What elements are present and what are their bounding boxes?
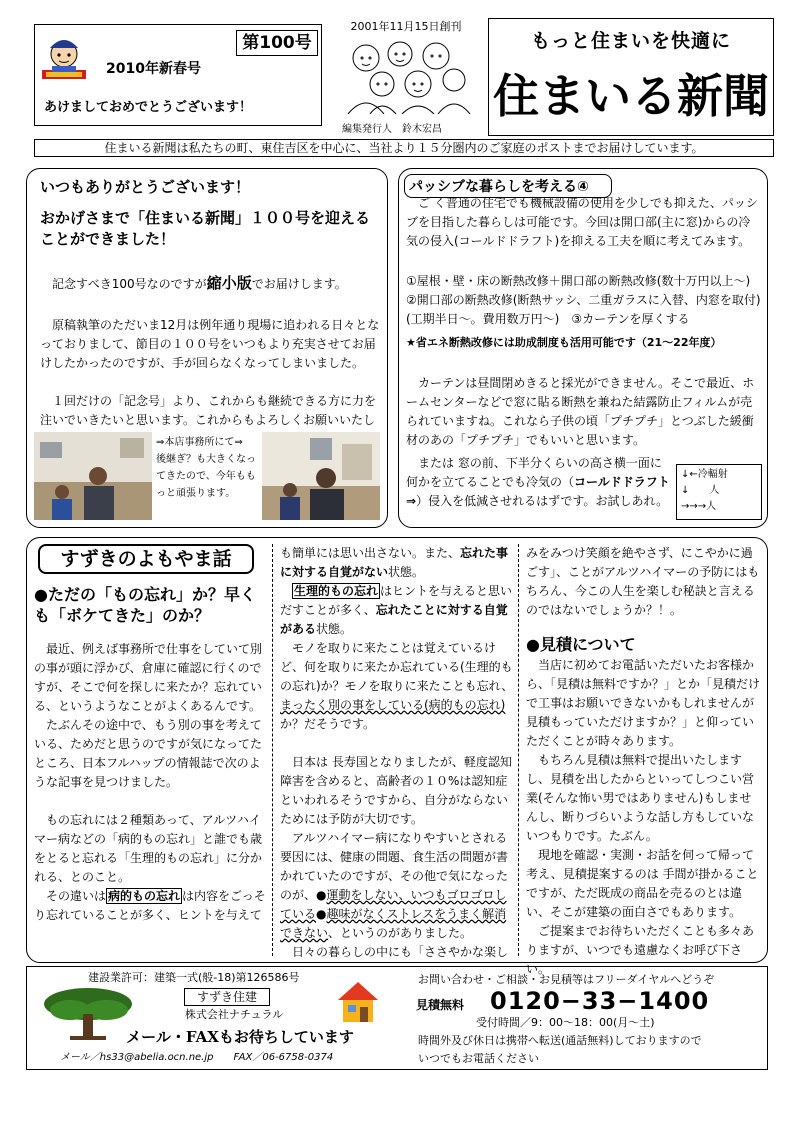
col2-para-3: モノを取りに来たことは覚えているけど、何を取りに来たか忘れている(生理的もの忘れ)か？モノを取りに来たことも忘れ、まったく別の事をしている(病的もの忘れ)か？だそうです。 [280, 641, 514, 731]
company-name: 株式会社ナチュラル [184, 1008, 284, 1021]
family-photo-1 [34, 432, 152, 520]
free-estimate-label: 見積無料 [416, 998, 465, 1012]
passive-paragraph-1: ご く普通の住宅でも機械設備の使用を少しでも抑えた、パッシブを目指した暮らしは可能です。今回は開口部(主に窓)からの冷気の侵入(コールドドラフト)を抑える工夫を順に考えてみます。 [406, 196, 758, 248]
col2-para-6: 日々の暮らしの中にも「ささやかな楽し [280, 945, 509, 959]
distribution-strip: 住まいる新聞は私たちの町、東住吉区を中心に、当社より１５分圏内のご家庭のポストまでお届けしています。 [34, 139, 774, 157]
passive-paragraph-2: ①屋根・壁・床の断熱改修＋開口部の断熱改修(数十万円以上〜) ②開口部の断熱改修(断熱サッシ、二重ガラスに入替、内窓を取付)(工期半日〜。費用数万円〜) ③カーテンを厚くする [406, 274, 763, 326]
column-text-3 [526, 544, 762, 979]
thanks-headline: おかげさまで「住まいる新聞」１００号を迎えることができました！ [40, 209, 371, 248]
subsidy-note: ★省エネ断熱改修には助成制度も活用可能です（21〜22年度） [406, 336, 722, 349]
col3-spacer [526, 620, 762, 634]
staff-illustration [342, 36, 472, 114]
diagram-line-1: ↓←冷輻射 [681, 469, 728, 480]
col2-para-2: 生理的もの忘れ はヒントを与えると思いだすことが多く、忘れたことに対する自覚がある状態。 [280, 584, 513, 636]
edition-title: 2010年新春号 [106, 61, 201, 77]
new-year-greeting: あけましておめでとうございます！ [44, 100, 253, 115]
tagline: もっと住まいを快適に [530, 30, 731, 52]
column-divider-2 [518, 544, 519, 956]
family-photo-2 [262, 432, 380, 520]
col2-para-1: も簡単には思い出さない。また、忘れた事に対する自覚がない状態。 [280, 546, 509, 579]
col3-para-5: ご提案までお待ちいただくことも多々ありますが、いつでも遠慮なくお呼び下さい。 [526, 924, 755, 976]
masthead-title: 住まいる新聞 [493, 69, 769, 123]
thanks-paragraph-2: 原稿執筆のただいま12月は例年通り現場に追われる日々となっておりまして、節目の１００号をいつもより充実させてお届けしたかったのですが、手が回らなくなってしまいました。 [40, 318, 380, 370]
contact-invite: メール・FAXもお待ちしています [126, 1028, 354, 1046]
business-hours: 受付時間／9：00〜18：00(月〜土) [476, 1016, 655, 1029]
column-heading: ●ただの「もの忘れ」か？早くも「ボケてきた」のか？ [34, 585, 256, 625]
inquiry-text: お問い合わせ・ご相談・お見積等はフリーダイヤルへどうぞ [418, 973, 715, 986]
column-text-1 [34, 640, 270, 925]
col3-para-4: 現地を確認・実測・お話を伺って帰って考え、見積提案するのは 手間が掛かることですが、ただ既成の商品を売るのとは違い、そこが建築の面白さでもあります。 [526, 848, 759, 919]
thanks-paragraph-1: 記念すべき100号なのですが縮小版でお届けします。 [52, 274, 347, 292]
column-divider-1 [272, 544, 273, 956]
col3-para-3: もちろん見積は無料で提出いたしますし、見積を出したからといってしつこい営業(そんな怖い男ではありません)もしませんし、断りづらいような話し方もしていないつもりです。たぶん。 [526, 753, 755, 843]
brand-name: すずき住建 [184, 988, 270, 1006]
after-hours-note: 時間外及び休日は携帯へ転送(通話無料)しておりますので いつでもお電話ください [418, 1034, 702, 1065]
col2-para-5: アルツハイマー病になりやすいとされる要因には、健康の問題、食生活の問題が書かれていたのですが、その他で気になったのが、●運動をしない、いつもゴロゴロしている●趣味がなくストレスをうまく解消できない、というのがありました。 [280, 831, 509, 940]
col3-para-2: 当店に初めてお電話いただいたお客様から、「見積は無料ですか？」とか「見積だけで工事はお願いできないかもしれませんが見積もっていただけますか？」と仰っていただくことが時々あります。 [526, 658, 761, 748]
cold-draft-diagram [676, 464, 762, 520]
column-text-2 [280, 544, 516, 962]
issue-number: 第100号 [236, 30, 318, 56]
col2-spacer [280, 734, 516, 753]
estimate-heading: ●見積について [526, 635, 636, 654]
house-icon [336, 980, 380, 1024]
diagram-line-3: →→→人 [681, 501, 717, 512]
passive-paragraph-5: または 窓の前、下半分くらいの高さ横一面に何かを立てることでも冷気の（コールドドラフト⇒）侵入を低減させれるはずです。お試しあれ。 [406, 456, 670, 508]
editor-label: 編集発行人 鈴木宏昌 [342, 124, 442, 135]
passive-paragraph-4: カーテンは昼間閉めきると採光ができません。そこで最近、ホームセンターなどで窓に貼る断熱を兼ねた結露防止フィルムが売られていますね。これなら子供の頃「プチプチ」とつぶした緩衝材のあの「プチプチ」でもいいと思います。 [406, 376, 755, 447]
col1-para-3: もの忘れには２種類あって、アルツハイマー病などの「病的もの忘れ」と誰でも歳をとると忘れる「生理的もの忘れ」に分かれる、とのこと。 [34, 813, 263, 884]
thanks-title: いつもありがとうございます！ [40, 178, 251, 196]
diagram-line-2: ↓ 人 [681, 485, 720, 496]
phone-number[interactable]: 0120−33−1400 [490, 987, 710, 1015]
column-title: すずきのよもやま話 [38, 544, 254, 574]
email-fax[interactable]: メール／hs33@abelia.ocn.ne.jp FAX／06-6758-0374 [60, 1052, 334, 1063]
col1-para-1: 最近、例えば事務所で仕事をしていて別の事が頭に浮かび、倉庫に確認に行くのですが、そこで何を探しに来たか？忘れている、というようなことがよくあるんです。 [34, 642, 263, 713]
founded-date: 2001年11月15日創刊 [350, 20, 462, 33]
photo-caption: ⇒本店事務所にて⇒ 後継ぎ？も大きくなってきたので、今年ももっと頑張ります。 [156, 437, 256, 499]
col1-para-4: その違いは 病的もの忘れ は内容をごっそり忘れていることが多く、ヒントを与えて [34, 889, 266, 922]
col3-para-1: みをみつけ笑顔を絶やさず、にこやかに過ごす」、ことがアルツハイマーの予防にはもちろん、今この人生を楽しむ秘訣と言えるのではないでしょうか？！。 [526, 546, 760, 617]
license-number: 建設業許可：建築一式(般-18)第126586号 [88, 971, 300, 984]
passive-title: パッシブな暮らしを考える④ [404, 174, 612, 198]
thanks-paragraph-3: １回だけの「記念号」より、これからも継続できる方に力を注いでいきたいと思います。これからもよろしくお願いいたし [40, 394, 377, 427]
col1-para-2: たぶんその途中で、もう別の事を考えている、ためだと思うのですが気になってたところ、日本フルハップの情報誌で次のような記事を見つけました。 [34, 718, 263, 789]
mascot-illustration [38, 30, 90, 82]
col2-para-4: 日本は 長寿国となりましたが、軽度認知障害を含めると、高齢者の１０%は認知症といわれるそうですから、自分がならないためには予防が大切です。 [280, 755, 512, 826]
col1-spacer [34, 792, 270, 811]
